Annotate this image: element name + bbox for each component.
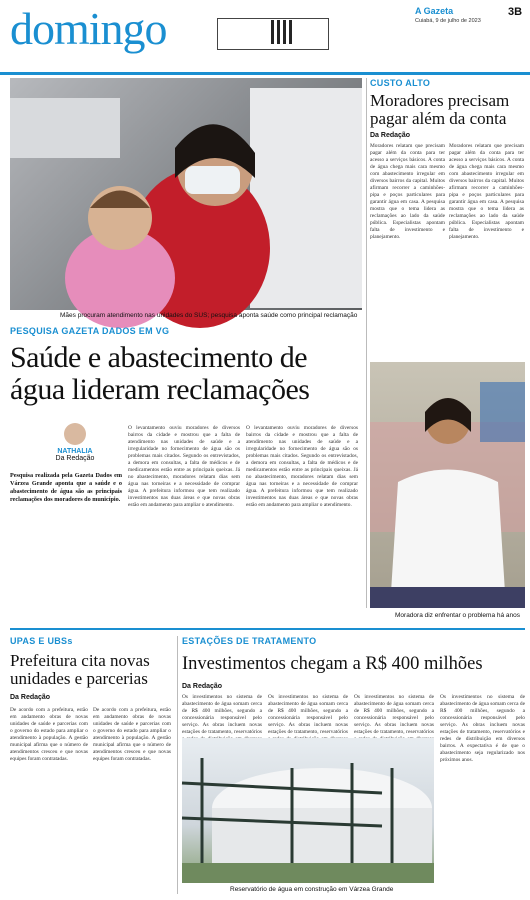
section-rule xyxy=(10,628,525,630)
bottom-photo-caption: Reservatório de água em construção em Várzea Grande xyxy=(230,886,394,893)
main-kicker: PESQUISA GAZETA DADOS EM VG xyxy=(10,326,170,336)
top-photo-caption: Mães procuram atendimento nas unidades do SUS; pesquisa aponta saúde como principal reclamação xyxy=(60,312,358,319)
bottom-main-body-col3: Os investimentos no sistema de abastecimento de água somam cerca de R$ 400 milhões, segundo a concessionária responsável pelo serviço. As obras incluem novas estações de tratamento, reservatórios xyxy=(354,694,434,735)
author-name: NATHALIA xyxy=(57,448,93,455)
sidebar-photo-caption: Moradora diz enfrentar o problema há anos xyxy=(395,612,521,619)
woman-portrait-icon xyxy=(370,362,525,608)
byline-block xyxy=(40,423,110,465)
main-lead: Pesquisa realizada pela Gazeta Dados em Várzea Grande aponta que a saúde e o abastecimento de água são as principais reclamações dos moradores do município. xyxy=(10,472,122,503)
masthead xyxy=(0,0,530,75)
sidebar-body-col1: Moradores relatam que precisam pagar além da conta para ter acesso a serviços básicos. A conta de água chega mais cara mesmo com abastecimento irregular em diversos bairros da capital. Muitos afirmam recorrer a caminhões-pipa e poços particulares para garantir água em casa. A pesquisa mostra que o tema lidera as reclamações ao lado da saúde pública. Especialistas apontam falta de investimento e planejamento. xyxy=(370,143,445,240)
qr-code-icon xyxy=(271,20,295,44)
sidebar-headline: Moradores precisam pagar além da conta xyxy=(370,91,510,128)
column-divider xyxy=(366,78,367,608)
bottom-photo xyxy=(182,738,434,883)
bottom-left-headline: Prefeitura cita novas unidades e parcerias xyxy=(10,651,150,688)
water-tank-photo-icon xyxy=(182,738,434,883)
main-headline: Saúde e abastecimento de água lideram reclamações xyxy=(10,341,310,406)
bottom-left-kicker: UPAS E UBSs xyxy=(10,636,73,646)
author-avatar xyxy=(64,423,86,445)
bottom-main-headline: Investimentos chegam a R$ 400 milhões xyxy=(182,654,483,674)
sidebar-body-col2: Moradores relatam que precisam pagar além da conta para ter acesso a serviços básicos. A conta de água chega mais cara mesmo com abastecimento irregular em diversos bairros da capital. Muitos afirmam recorrer a caminhões-pipa e poços particulares para garantir água em casa. A pesquisa mostra que o tema lidera as reclamações ao lado da saúde pública. Especialistas apontam falta de investimento e planejamento. xyxy=(449,143,524,240)
bottom-main-byline: Da Redação xyxy=(182,683,223,690)
bottom-main-kicker: ESTAÇÕES DE TRATAMENTO xyxy=(182,636,317,646)
bottom-main-body-col1: Os investimentos no sistema de abastecimento de água somam cerca de R$ 400 milhões, segundo a concessionária responsável pelo serviço. As obras incluem novas estações de tratamento, reservatórios xyxy=(182,694,262,735)
author-sub: Da Redação xyxy=(55,455,95,462)
bottom-left-body-col1: De acordo com a prefeitura, estão em andamento obras de novas unidades de saúde e parcerias com o governo do estado para ampliar o atendimento à população. A gestão municipal afirma que o número de atendimentos cresceu e que novas equipes foram contratadas. xyxy=(10,707,88,762)
edition-label: A Gazeta xyxy=(415,6,454,16)
mother-child-photo-icon xyxy=(10,78,362,310)
page-number: 3B xyxy=(508,6,523,18)
bottom-main-body-col4: Os investimentos no sistema de abastecimento de água somam cerca de R$ 400 milhões, segundo a concessionária responsável pelo serviço. As obras incluem novas estações de tratamento, reservatórios e redes de distribuição em diversos bairros. A expectativa é de que o abastecimento seja regularizado nos próximos anos. xyxy=(440,694,525,763)
column-divider-bottom xyxy=(177,636,178,894)
bottom-left-byline: Da Redação xyxy=(10,694,51,701)
sidebar-kicker: CUSTO ALTO xyxy=(370,78,431,88)
top-photo xyxy=(10,78,362,310)
edition-date: Cuiabá, 9 de julho de 2023 xyxy=(415,18,481,24)
sidebar-byline: Da Redação xyxy=(370,132,411,139)
section-logo: domingo xyxy=(10,3,167,54)
bottom-main-body-col2: Os investimentos no sistema de abastecimento de água somam cerca de R$ 400 milhões, segundo a concessionária responsável pelo serviço. As obras incluem novas estações de tratamento, reservatórios xyxy=(268,694,348,735)
bottom-left-body-col2: De acordo com a prefeitura, estão em andamento obras de novas unidades de saúde e parcerias com o governo do estado para ampliar o atendimento à população. A gestão municipal afirma que o número de atendimentos cresceu e que novas equipes foram contratadas. xyxy=(93,707,171,762)
sidebar-photo xyxy=(370,362,525,608)
main-body-col2: O levantamento ouviu moradores de diversos bairros da cidade e mostrou que a falta de atendimento nas unidades de saúde e a irregularidade no fornecimento de água são os problemas mais citados. Segundo os entrevistados, a demora em consultas, a falta de médicos e de medicamentos estão entre as principais queixas. Já no abastecimento, moradores relatam dias sem água nas torneiras e a necessidade de comprar água. A prefeitura informou que tem realizado investimentos nas duas áreas e que novas obras estão em andamento para ampliar o atendimento. xyxy=(128,425,240,508)
main-body-col3: O levantamento ouviu moradores de diversos bairros da cidade e mostrou que a falta de atendimento nas unidades de saúde e a irregularidade no fornecimento de água são os problemas mais citados. Segundo os entrevistados, a demora em consultas, a falta de médicos e de medicamentos estão entre as principais queixas. Já no abastecimento, moradores relatam dias sem água nas torneiras e a necessidade de comprar água. A prefeitura informou que tem realizado investimentos nas duas áreas e que novas obras estão em andamento para ampliar o atendimento. xyxy=(246,425,358,508)
